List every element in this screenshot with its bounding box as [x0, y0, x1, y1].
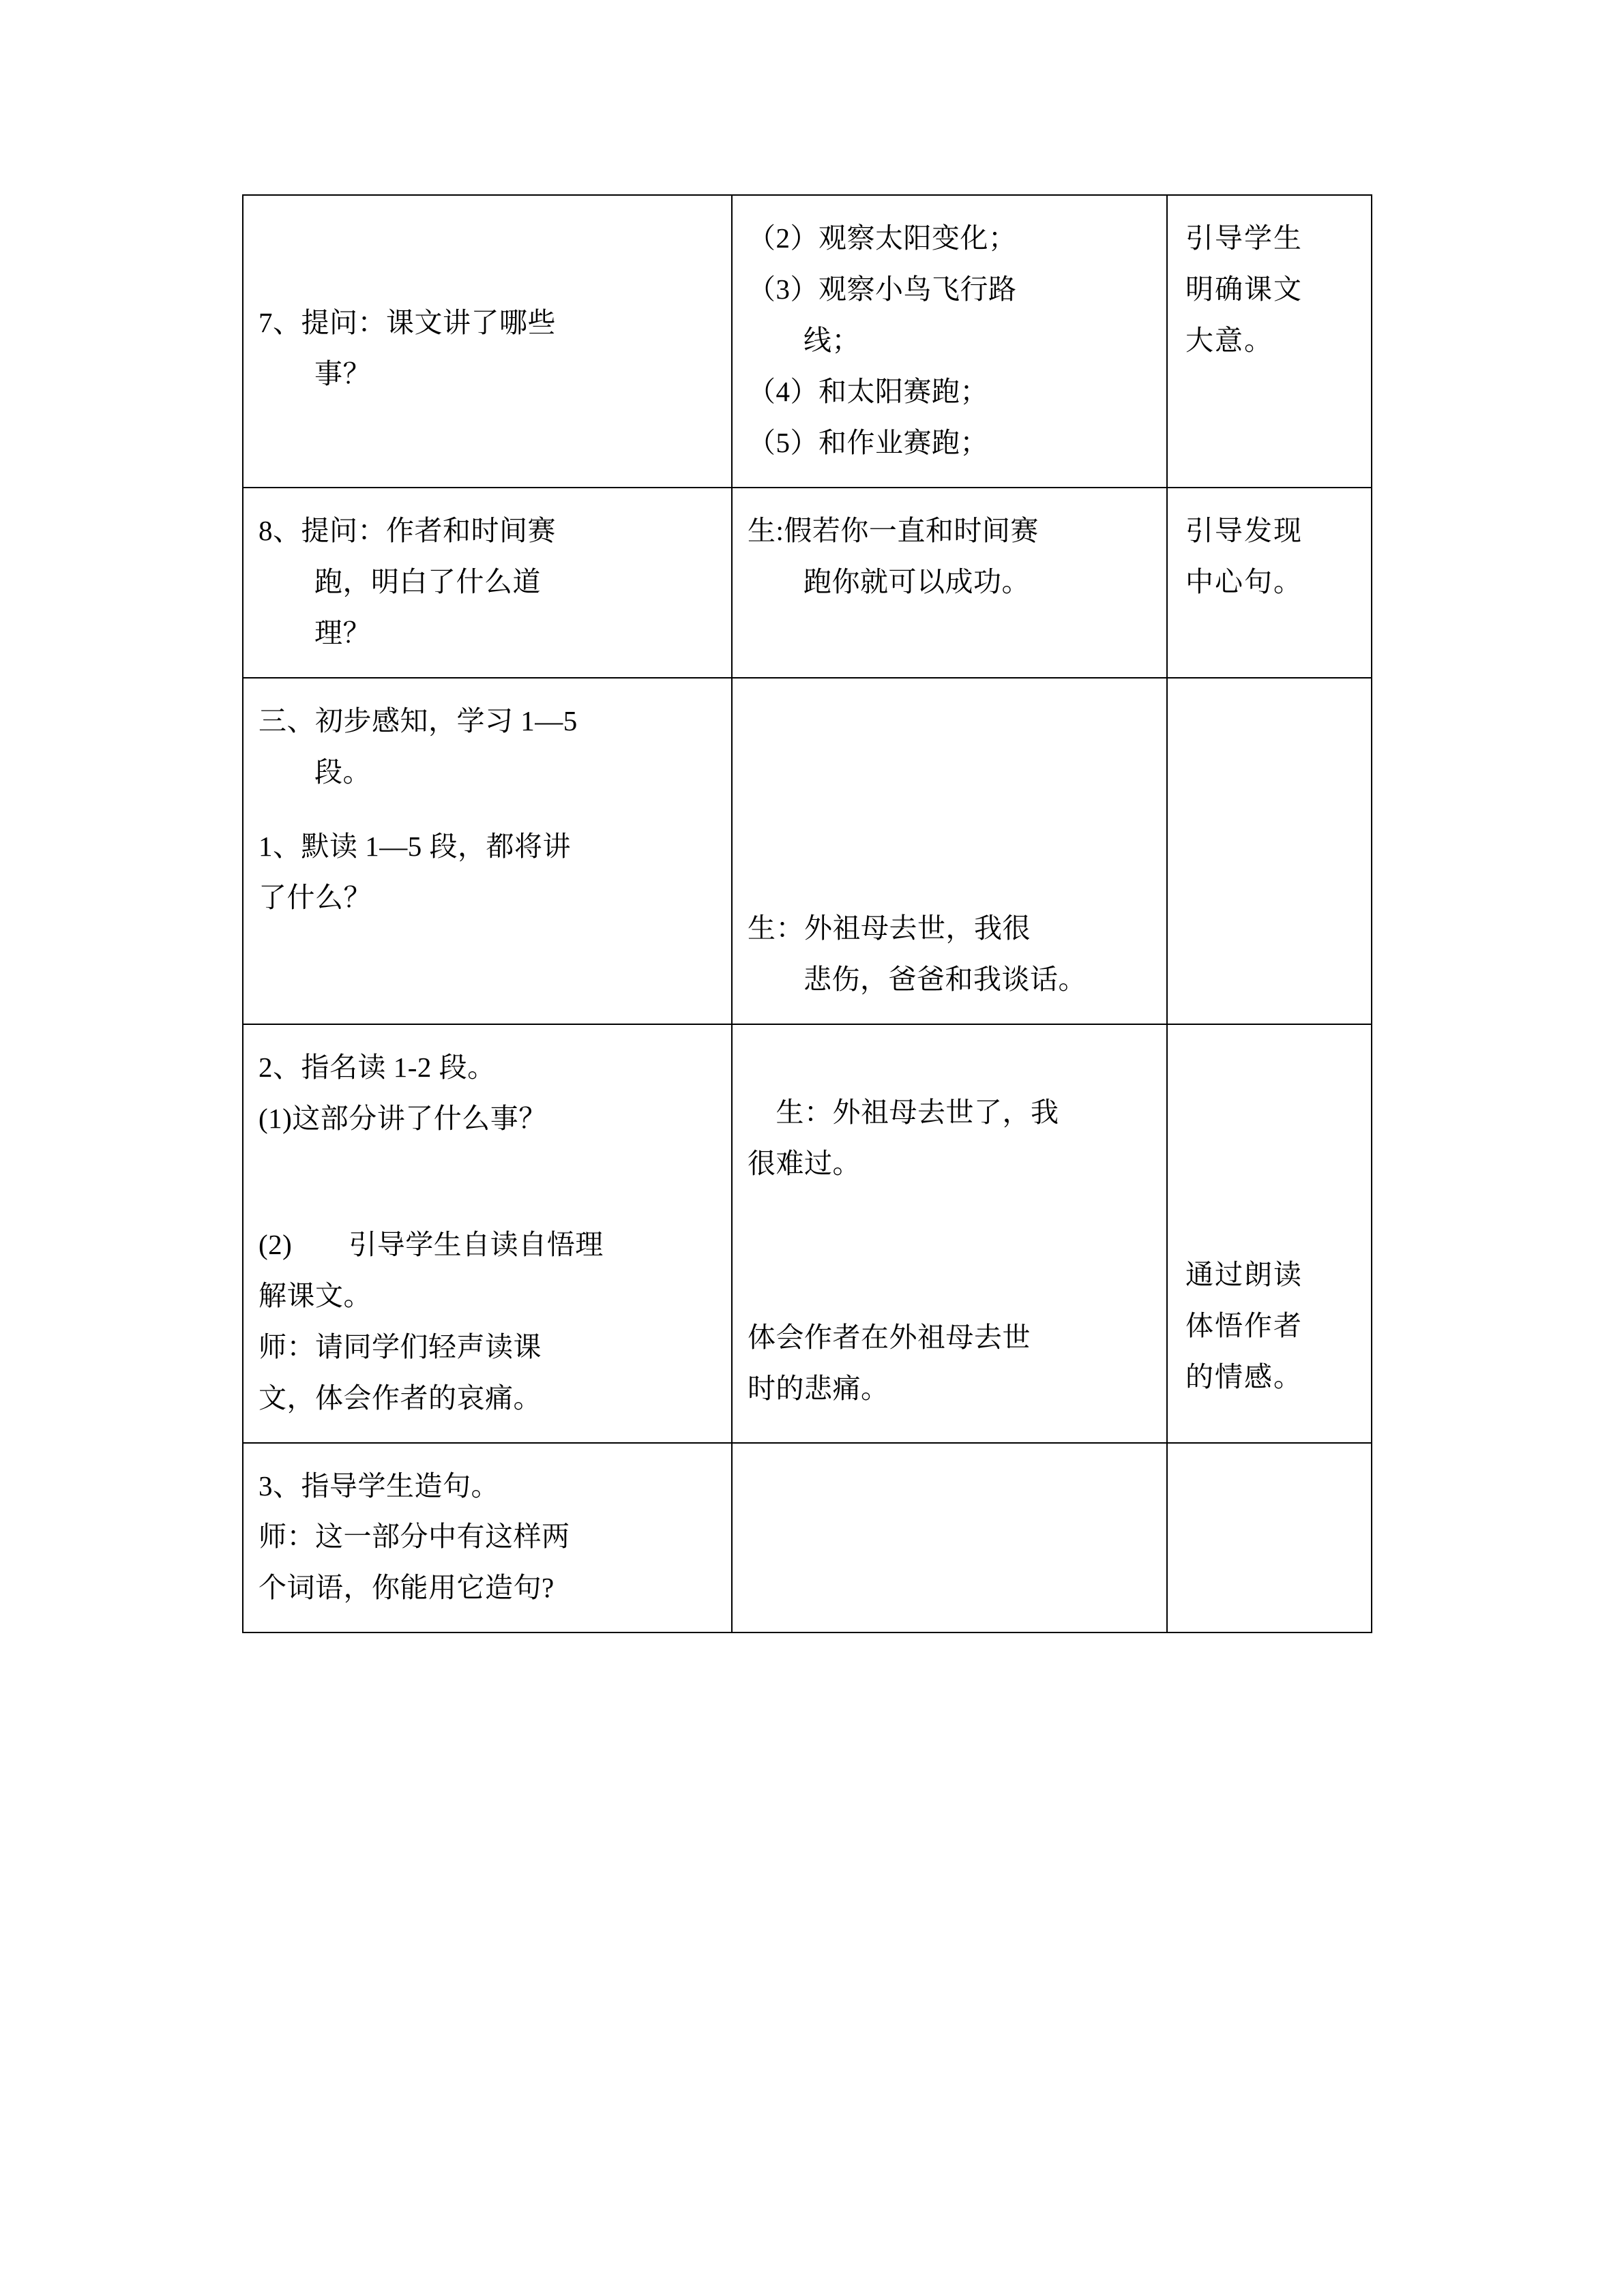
cell-response-row-7 — [732, 195, 1167, 488]
activity-line: 3、指导学生造句。 — [259, 1470, 499, 1502]
activity-line: 2、指名读 1-2 段。 — [259, 1051, 496, 1083]
response-line: 时的悲痛。 — [748, 1372, 889, 1404]
activity-line: 师：这一部分中有这样两 — [259, 1521, 570, 1553]
activity-line: 8、提问：作者和时间赛 — [259, 514, 556, 546]
cell-intent-row-2 — [1167, 1024, 1372, 1443]
intent-line: 明确课文 — [1185, 273, 1303, 305]
paragraph-spacer — [748, 1190, 1154, 1265]
cell-intent-row-7 — [1167, 195, 1372, 488]
response-line: （3）观察小鸟飞行路 — [748, 273, 1017, 305]
response-line: （2）观察太阳变化； — [748, 222, 1017, 254]
section-heading-line: 段。 — [314, 756, 371, 788]
paragraph-spacer — [259, 799, 719, 822]
activity-line: 跑，明白了什么道 — [314, 565, 541, 597]
activity-line: 了什么？ — [259, 881, 372, 913]
response-line: 跑你就可以成功。 — [803, 565, 1030, 597]
response-line: 生：外祖母去世了，我 — [748, 1096, 1059, 1128]
table-row — [243, 1443, 1372, 1633]
cell-intent-section-3 — [1167, 678, 1372, 1024]
intent-line: 大意。 — [1185, 324, 1273, 356]
table-row — [243, 1024, 1372, 1443]
activity-line: 解课文。 — [259, 1279, 372, 1311]
cell-response-row-3 — [732, 1443, 1167, 1633]
activity-line: 师：请同学们轻声读课 — [259, 1330, 542, 1362]
table-row — [243, 195, 1372, 488]
activity-line: 事？ — [314, 357, 371, 389]
cell-activity-section-3 — [243, 678, 732, 1024]
cell-activity-row-8 — [243, 488, 732, 678]
section-heading-line: 三、初步感知，学习 1—5 — [259, 704, 578, 736]
intent-line: 中心句。 — [1185, 565, 1303, 597]
intent-line: 体悟作者 — [1185, 1309, 1303, 1341]
response-line: 线； — [803, 324, 860, 356]
activity-line: 文，体会作者的哀痛。 — [259, 1382, 542, 1414]
activity-line: 个词语，你能用它造句? — [259, 1572, 555, 1604]
lesson-plan-table — [242, 194, 1372, 1633]
activity-line: (2) 引导学生自读自悟理 — [259, 1228, 604, 1260]
cell-response-row-8 — [732, 488, 1167, 678]
cell-response-row-2 — [732, 1024, 1167, 1443]
cell-intent-row-3 — [1167, 1443, 1372, 1633]
paragraph-spacer — [748, 1265, 1154, 1313]
response-line: （4）和太阳赛跑； — [748, 375, 988, 407]
table-row — [243, 488, 1372, 678]
intent-line: 引导发现 — [1185, 514, 1303, 546]
cell-activity-row-3 — [243, 1443, 732, 1633]
paragraph-spacer — [259, 1145, 719, 1220]
cell-intent-row-8 — [1167, 488, 1372, 678]
response-line: 很难过。 — [748, 1147, 861, 1179]
cell-activity-row-7 — [243, 195, 732, 488]
response-line: 生:假若你一直和时间赛 — [748, 514, 1039, 546]
activity-line: (1)这部分讲了什么事？ — [259, 1102, 547, 1134]
table-row — [243, 678, 1372, 1024]
cell-activity-row-2 — [243, 1024, 732, 1443]
activity-line: 理？ — [314, 616, 371, 648]
intent-line: 通过朗读 — [1185, 1258, 1303, 1290]
activity-line: 7、提问：课文讲了哪些 — [259, 307, 556, 338]
intent-line: 引导学生 — [1185, 222, 1303, 254]
activity-line: 1、默读 1—5 段，都将讲 — [259, 830, 571, 862]
response-line: 悲伤，爸爸和我谈话。 — [803, 963, 1087, 995]
response-line: 体会作者在外祖母去世 — [748, 1321, 1031, 1353]
response-line: （5）和作业赛跑； — [748, 426, 988, 458]
cell-response-section-3 — [732, 678, 1167, 1024]
intent-line: 的情感。 — [1185, 1360, 1303, 1392]
response-line: 生：外祖母去世，我很 — [748, 912, 1031, 944]
